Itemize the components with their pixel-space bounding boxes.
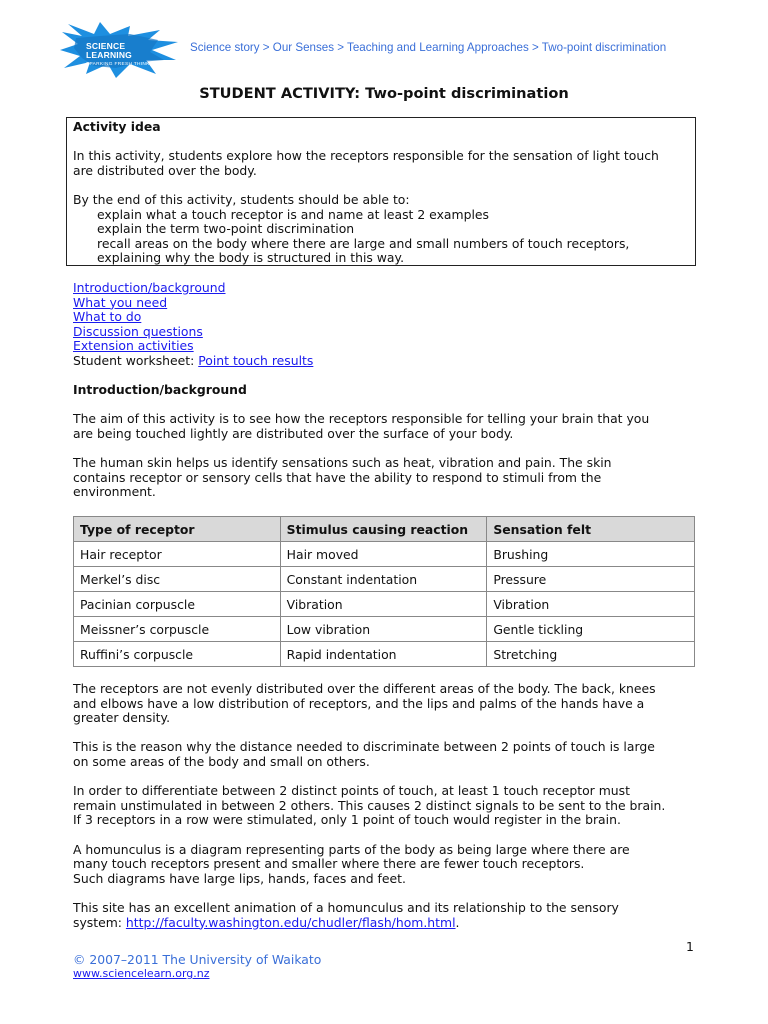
system-label: system: [73, 914, 126, 930]
link-discussion-questions[interactable]: Discussion questions [73, 323, 203, 339]
table-cell: Hair moved [280, 542, 487, 567]
link-extension-activities[interactable]: Extension activities [73, 338, 194, 354]
table-cell: Merkel’s disc [74, 567, 281, 592]
table-cell: Constant indentation [280, 567, 487, 592]
table-header-cell: Stimulus causing reaction [280, 517, 487, 542]
intro-paragraph-line: environment. [73, 484, 156, 500]
logo-title: SCIENCE LEARNING [86, 41, 132, 60]
table-row [74, 567, 695, 592]
table-header-cell: Sensation felt [487, 517, 695, 542]
worksheet-label: Student worksheet: [73, 352, 199, 368]
intro-paragraph-line: The aim of this activity is to see how the receptors responsible for telling your brain that you [73, 411, 650, 427]
table-cell: Vibration [280, 592, 487, 617]
body-line: This is the reason why the distance needed to discriminate between 2 points of touch is large [73, 739, 655, 755]
body-line: The receptors are not evenly distributed over the different areas of the body. The back, knees [73, 681, 656, 696]
table-cell: Pacinian corpuscle [74, 592, 281, 617]
table-cell: Gentle tickling [487, 617, 695, 642]
table-cell: Stretching [487, 642, 695, 667]
receptor-table [73, 516, 695, 667]
body-line: A homunculus is a diagram representing parts of the body as being large where there are [73, 841, 630, 857]
intro-paragraph-line: are being touched lightly are distributed over the surface of your body. [73, 425, 514, 441]
period: . [455, 914, 460, 930]
breadcrumb[interactable] [190, 41, 666, 54]
table-row [74, 592, 695, 617]
activity-intro-line-2: are distributed over the body. [73, 162, 257, 178]
body-line: This site has an excellent animation of a homunculus and its relationship to the sensory [73, 899, 619, 915]
body-text [73, 682, 703, 930]
table-row [74, 617, 695, 642]
table-row [74, 642, 695, 667]
table-cell: Hair receptor [74, 542, 281, 567]
breadcrumb-text[interactable]: Science story > Our Senses > Teaching and Learning Approaches > Two-point discrimination [190, 41, 667, 54]
link-introduction[interactable]: Introduction/background [73, 280, 226, 295]
outcome-item: recall areas on the body where there are large and small numbers of touch receptors, [97, 235, 630, 251]
link-what-you-need[interactable]: What you need [73, 294, 168, 310]
body-line: many touch receptors present and smaller where there are fewer touch receptors. [73, 856, 585, 872]
body-line: on some areas of the body and small on others. [73, 753, 370, 769]
link-point-touch-results[interactable]: Point touch results [198, 352, 314, 368]
activity-intro-line-1: In this activity, students explore how the receptors responsible for the sensation of light touch [73, 148, 659, 164]
page-title: STUDENT ACTIVITY: Two-point discrimination [199, 85, 569, 102]
footer-url-link[interactable]: www.sciencelearn.org.nz [73, 967, 210, 980]
footer-copyright: © 2007–2011 The University of Waikato [73, 952, 322, 967]
table-header-row [74, 517, 695, 542]
introduction-heading: Introduction/background [73, 382, 247, 397]
homunculus-link[interactable]: http://faculty.washington.edu/chudler/flash/hom.html [125, 914, 456, 930]
table-cell: Low vibration [280, 617, 487, 642]
table-cell: Brushing [487, 542, 695, 567]
table-header-cell: Type of receptor [74, 517, 281, 542]
table-cell: Meissner’s corpuscle [74, 617, 281, 642]
table-row [74, 542, 695, 567]
page-number: 1 [686, 939, 694, 954]
table-cell: Ruffini’s corpuscle [74, 642, 281, 667]
outcome-item: explain what a touch receptor is and name at least 2 examples [97, 206, 489, 222]
intro-paragraph-line: The human skin helps us identify sensations such as heat, vibration and pain. The skin [73, 454, 612, 470]
activity-idea-box [66, 117, 696, 266]
body-line: and elbows have a low distribution of receptors, and the lips and palms of the hands have a [73, 695, 645, 711]
logo-text [86, 42, 166, 69]
body-line: If 3 receptors in a row were stimulated, only 1 point of touch would register in the brain. [73, 812, 621, 828]
body-line: Such diagrams have large lips, hands, faces and feet. [73, 870, 406, 886]
body-line: greater density. [73, 710, 171, 726]
body-line: In order to differentiate between 2 distinct points of touch, at least 1 touch receptor must [73, 783, 630, 799]
section-links [73, 281, 313, 369]
table-cell: Rapid indentation [280, 642, 487, 667]
logo-subtitle: SPARKING FRESH THINKING [86, 62, 160, 67]
activity-by-end: By the end of this activity, students should be able to: [73, 191, 410, 207]
activity-heading: Activity idea [73, 119, 161, 134]
outcome-item: explaining why the body is structured in this way. [97, 250, 405, 266]
table-cell: Pressure [487, 567, 695, 592]
link-what-to-do[interactable]: What to do [73, 309, 142, 325]
body-line: remain unstimulated in between 2 others. This causes 2 distinct signals to be sent to the brain. [73, 797, 666, 813]
table-cell: Vibration [487, 592, 695, 617]
intro-paragraph-line: contains receptor or sensory cells that have the ability to respond to stimuli from the [73, 469, 602, 485]
introduction-section [73, 383, 703, 500]
body-line-with-link [73, 916, 703, 931]
outcome-item: explain the term two-point discrimination [97, 221, 355, 237]
